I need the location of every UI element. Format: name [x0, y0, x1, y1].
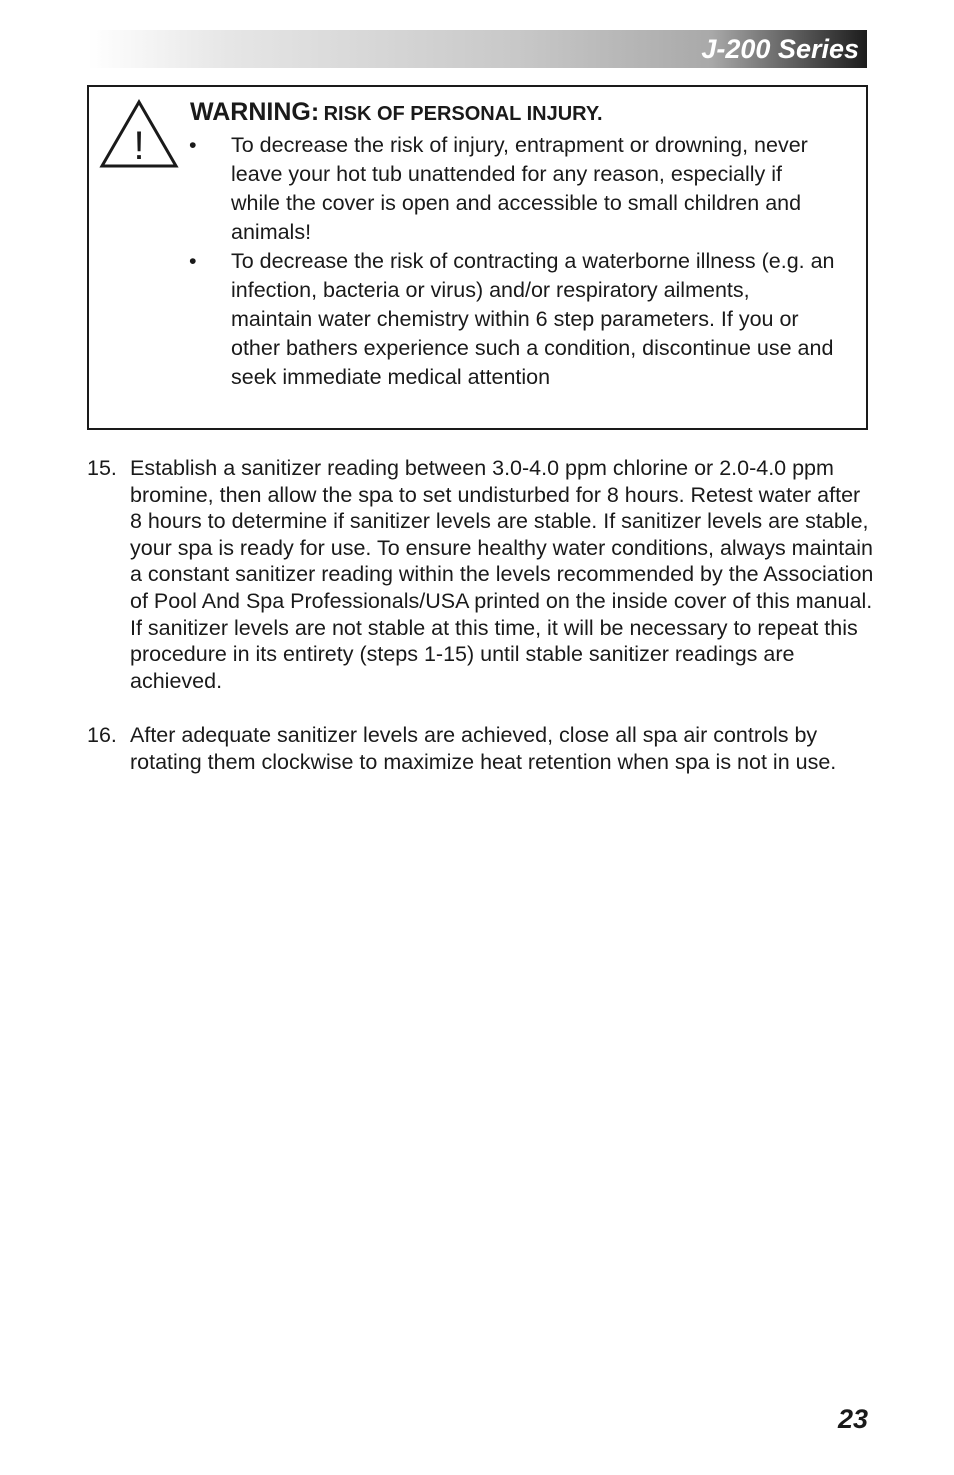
- warning-bullet-item: [185, 247, 835, 392]
- step-number: 16.: [87, 723, 117, 748]
- warning-box: [87, 85, 868, 430]
- bullet-icon: •: [189, 249, 197, 273]
- warning-subtitle: RISK OF PERSONAL INJURY.: [323, 103, 603, 125]
- warning-bullet-item: [185, 131, 835, 247]
- warning-bullet-text: To decrease the risk of contracting a waterborne illness (e.g. an infection, bacteria or virus) and/or respiratory ailments, maintain water chemistry within 6 step parameters. If you or other bathers experience such a condition, discontinue use and seek immediate medical attention: [231, 249, 835, 389]
- step-item: [87, 455, 877, 694]
- step-number: 15.: [87, 456, 117, 480]
- series-title: J-200 Series: [701, 34, 859, 64]
- exclamation-glyph: !: [133, 124, 145, 168]
- bullet-icon: •: [189, 133, 197, 157]
- header-band: [88, 30, 867, 68]
- step-text: After adequate sanitizer levels are achieved, close all spa air controls by rotating them clockwise to maximize heat retention when spa is not in use.: [130, 723, 837, 774]
- warning-heading: [190, 97, 603, 131]
- step-text: Establish a sanitizer reading between 3.0-4.0 ppm chlorine or 2.0-4.0 ppm bromine, then allow the spa to set undisturbed for 8 hours. Retest water after 8 hours to determine if sanitizer levels are stable. If sanitizer levels are stable, your spa is ready for use. To ensure healthy water conditions, always maintain a constant sanitizer reading within the levels recommended by the Association of Pool And Spa Professionals/USA printed on the inside cover of this manual. If sanitizer levels are not stable at this time, it will be necessary to repeat this procedure in its entirety (steps 1-15) until stable sanitizer readings are achieved.: [130, 456, 874, 693]
- page-number: 23: [837, 1404, 868, 1434]
- step-item: [87, 722, 877, 775]
- warning-bullet-text: To decrease the risk of injury, entrapment or drowning, never leave your hot tub unattended for any reason, especially if while the cover is open and accessible to small children and animals!: [231, 133, 808, 244]
- procedure-steps: [87, 455, 877, 776]
- warning-bullet-list: [185, 131, 835, 392]
- warning-label: WARNING:: [190, 98, 320, 126]
- warning-triangle-icon: [99, 99, 179, 169]
